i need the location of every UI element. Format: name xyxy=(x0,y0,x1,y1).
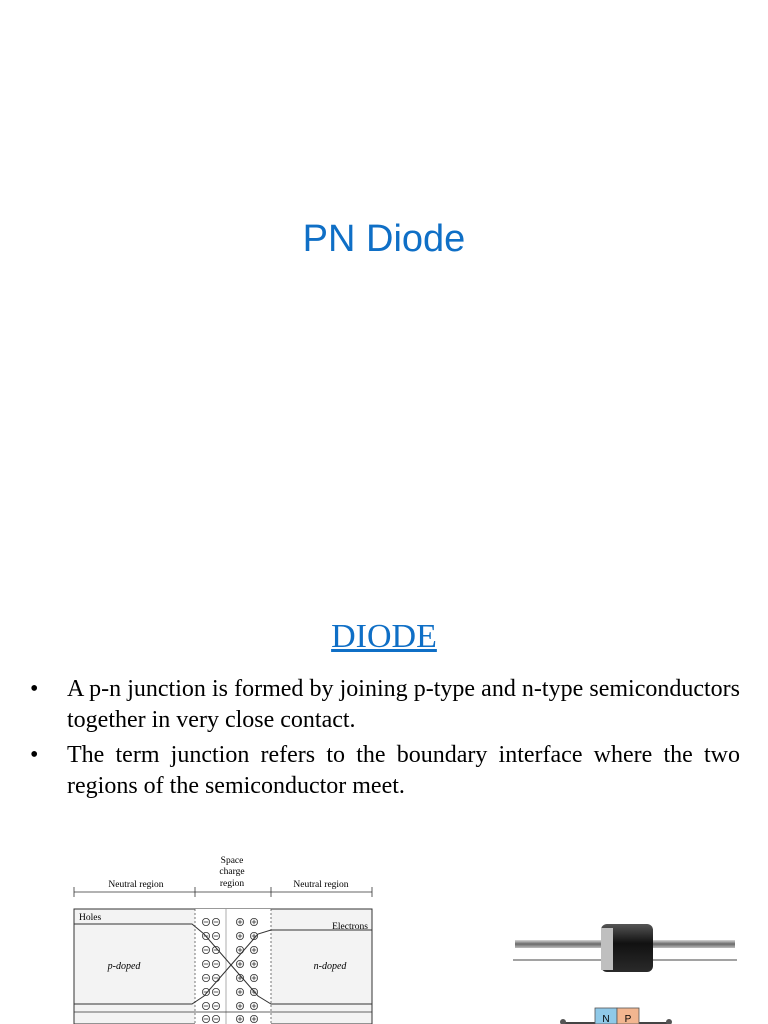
p-region-label: P xyxy=(624,1014,632,1024)
slide-heading: DIODE xyxy=(331,618,437,655)
bullet-dot: • xyxy=(30,676,39,702)
n-doped-label: n-doped xyxy=(313,961,347,972)
space-charge-label-2: charge xyxy=(219,867,245,877)
neutral-region-right: Neutral region xyxy=(293,880,349,890)
holes-label: Holes xyxy=(79,913,102,923)
p-doped-label: p-doped xyxy=(107,961,141,972)
diode-slide xyxy=(0,576,768,1024)
slide-title: PN Diode xyxy=(302,218,466,260)
space-charge-label-1: Space xyxy=(220,856,244,866)
bullet-item xyxy=(30,740,740,802)
bullet-text: The term junction refers to the boundary interface where the two regions of the semiconductor meet. xyxy=(67,742,740,799)
space-charge-label-3: region xyxy=(219,879,245,889)
cathode-band xyxy=(601,928,613,970)
diode-component-illustration xyxy=(505,906,745,1024)
n-region-label: N xyxy=(602,1014,610,1024)
neutral-region-left: Neutral region xyxy=(108,880,164,890)
depletion-region xyxy=(195,909,271,1024)
bullet-list xyxy=(30,674,740,806)
pn-junction-diagram xyxy=(68,846,388,1024)
bullet-dot: • xyxy=(30,742,39,768)
electrons-label: Electrons xyxy=(332,922,368,932)
bullet-text: A p-n junction is formed by joining p-type and n-type semiconductors together in very close contact. xyxy=(67,676,740,733)
bullet-item xyxy=(30,674,740,736)
